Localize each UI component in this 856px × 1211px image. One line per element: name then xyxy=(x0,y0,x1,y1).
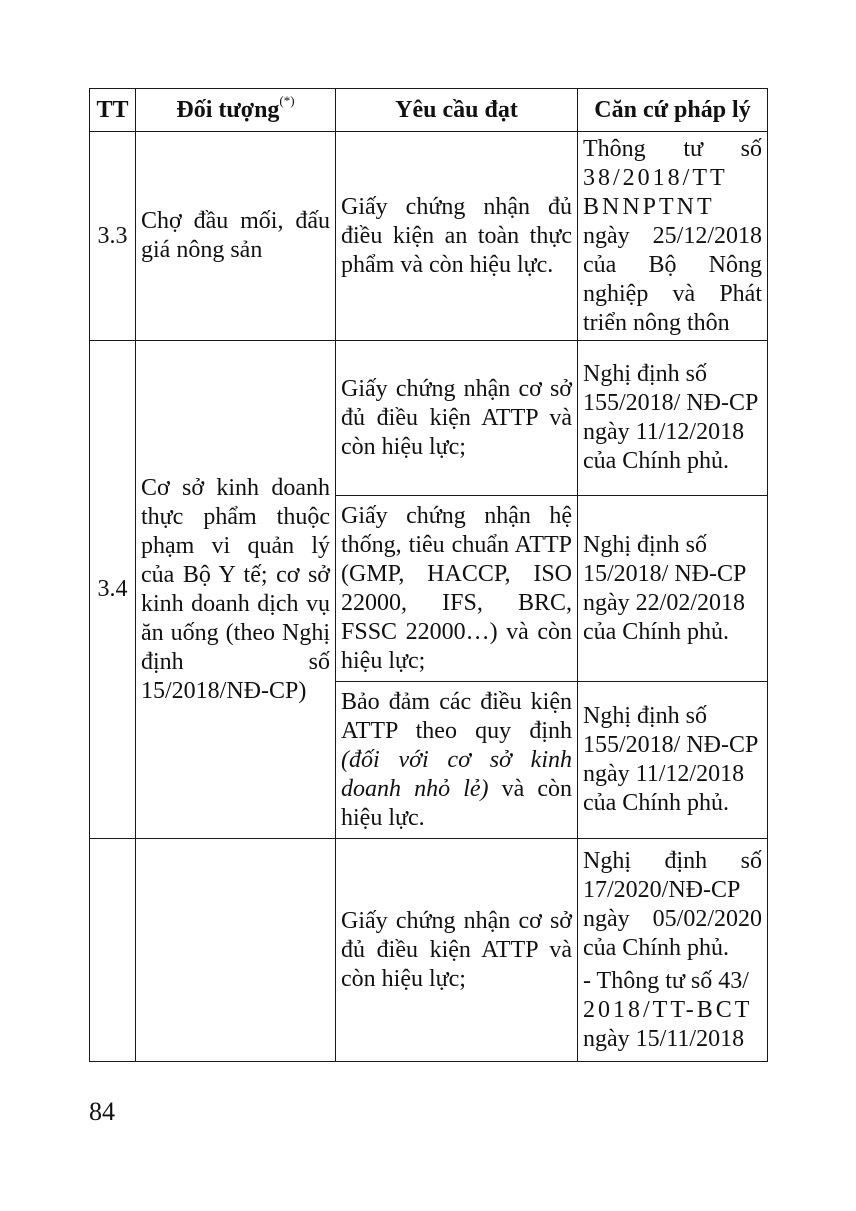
row-last-legal-b-line-2: 2018/TT-BCT xyxy=(583,996,753,1023)
row-3-3-legal-line-4: ngày 25/12/2018 của Bộ Nông nghiệp và Phát triển nông thôn xyxy=(583,222,762,336)
row-last-legal-a: Nghị định số 17/2020/NĐ-CP ngày 05/02/2020 của Chính phủ. xyxy=(583,847,762,961)
row-3-4-req-3-text-a: Bảo đảm các điều kiện ATTP theo quy định xyxy=(341,688,572,744)
row-last-legal-basis xyxy=(578,839,768,1062)
row-3-3-legal-line-3: BNNPTNT xyxy=(583,193,715,220)
row-last-legal-b-line-1: - Thông tư số 43/ xyxy=(583,967,749,994)
row-3-4-requirement-3 xyxy=(336,682,578,839)
header-subject-footnote: (*) xyxy=(279,92,295,108)
row-3-3-tt: 3.3 xyxy=(90,132,136,341)
row-3-3-requirement: Giấy chứng nhận đủ điều kiện an toàn thực phẩm và còn hiệu lực. xyxy=(336,132,578,341)
row-last-subject xyxy=(136,839,336,1062)
row-last-tt xyxy=(90,839,136,1062)
table-row-3-3 xyxy=(90,132,768,341)
row-3-4-legal-basis-2: Nghị định số 15/2018/ NĐ-CP ngày 22/02/2018 của Chính phủ. xyxy=(578,496,768,682)
row-3-3-subject: Chợ đầu mối, đấu giá nông sản xyxy=(136,132,336,341)
row-3-4-legal-basis-1: Nghị định số 155/2018/ NĐ-CP ngày 11/12/2018 của Chính phủ. xyxy=(578,341,768,496)
row-3-3-legal-basis xyxy=(578,132,768,341)
header-subject-label: Đối tượng xyxy=(176,96,280,123)
header-requirement: Yêu cầu đạt xyxy=(336,89,578,132)
header-legal-basis: Căn cứ pháp lý xyxy=(578,89,768,132)
header-subject xyxy=(136,89,336,132)
row-3-3-legal-line-2: 38/2018/TT xyxy=(583,164,728,191)
legal-requirements-table xyxy=(89,88,768,1062)
table-header-row xyxy=(90,89,768,132)
page-number: 84 xyxy=(89,1097,115,1126)
row-3-4-subject: Cơ sở kinh doanh thực phẩm thuộc phạm vi quản lý của Bộ Y tế; cơ sở kinh doanh dịch vụ ăn uống (theo Nghị định số 15/2018/NĐ-CP) xyxy=(136,341,336,839)
row-3-3-legal-line-1: Thông tư số xyxy=(583,135,762,162)
table-row-last xyxy=(90,839,768,1062)
row-last-legal-b-line-3: ngày 15/11/2018 xyxy=(583,1025,745,1052)
row-3-4-tt: 3.4 xyxy=(90,341,136,839)
row-3-4-req-3-italic: (đối với cơ sở kinh doanh nhỏ lẻ) xyxy=(341,746,572,802)
row-3-4-legal-basis-3: Nghị định số 155/2018/ NĐ-CP ngày 11/12/2018 của Chính phủ. xyxy=(578,682,768,839)
row-3-4-requirement-2: Giấy chứng nhận hệ thống, tiêu chuẩn ATTP (GMP, HACCP, ISO 22000, IFS, BRC, FSSC 22000…) và còn hiệu lực; xyxy=(336,496,578,682)
row-3-4-req-3-text-b: và còn hiệu lực. xyxy=(341,775,572,831)
table-row-3-4-a xyxy=(90,341,768,496)
header-tt: TT xyxy=(90,89,136,132)
row-3-4-requirement-1: Giấy chứng nhận cơ sở đủ điều kiện ATTP và còn hiệu lực; xyxy=(336,341,578,496)
row-last-requirement: Giấy chứng nhận cơ sở đủ điều kiện ATTP và còn hiệu lực; xyxy=(336,839,578,1062)
